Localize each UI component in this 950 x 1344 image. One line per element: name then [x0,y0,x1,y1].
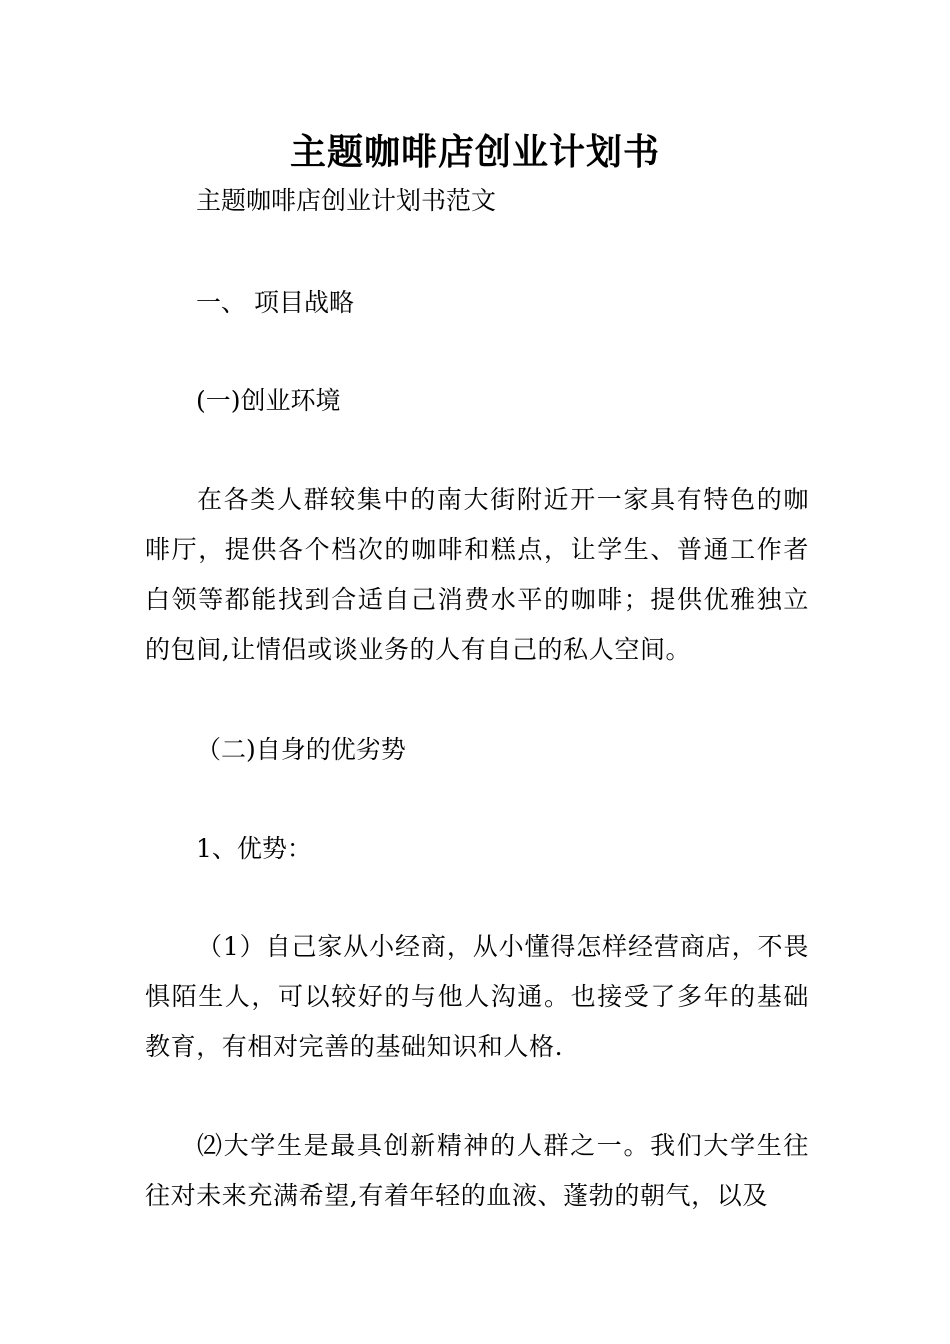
paragraph-strength-1: （1）自己家从小经商，从小懂得怎样经营商店，不畏惧陌生人，可以较好的与他人沟通。也接受了多年的基础教育，有相对完善的基础知识和人格. [145,932,809,1061]
paragraph-business-environment: 在各类人群较集中的南大街附近开一家具有特色的咖啡厅，提供各个档次的咖啡和糕点，让学生、普通工作者白领等都能找到合适自己消费水平的咖啡；提供优雅独立的包间,让情侣或谈业务的人有自己的私人空间。 [145,485,809,664]
paragraph-strength-2: ⑵大学生是最具创新精神的人群之一。我们大学生往往对未来充满希望,有着年轻的血液、蓬勃的朝气，以及 [145,1131,809,1210]
document-title: 主题咖啡店创业计划书 [289,131,660,173]
section-heading-project-strategy: 一、 项目战略 [196,288,354,317]
list-heading-strengths: 1、优势： [196,834,312,863]
subsection-heading-strengths-weaknesses: （二)自身的优劣势 [196,735,406,764]
document-subtitle: 主题咖啡店创业计划书范文 [196,186,497,215]
subsection-heading-business-environment: (一)创业环境 [196,386,341,415]
